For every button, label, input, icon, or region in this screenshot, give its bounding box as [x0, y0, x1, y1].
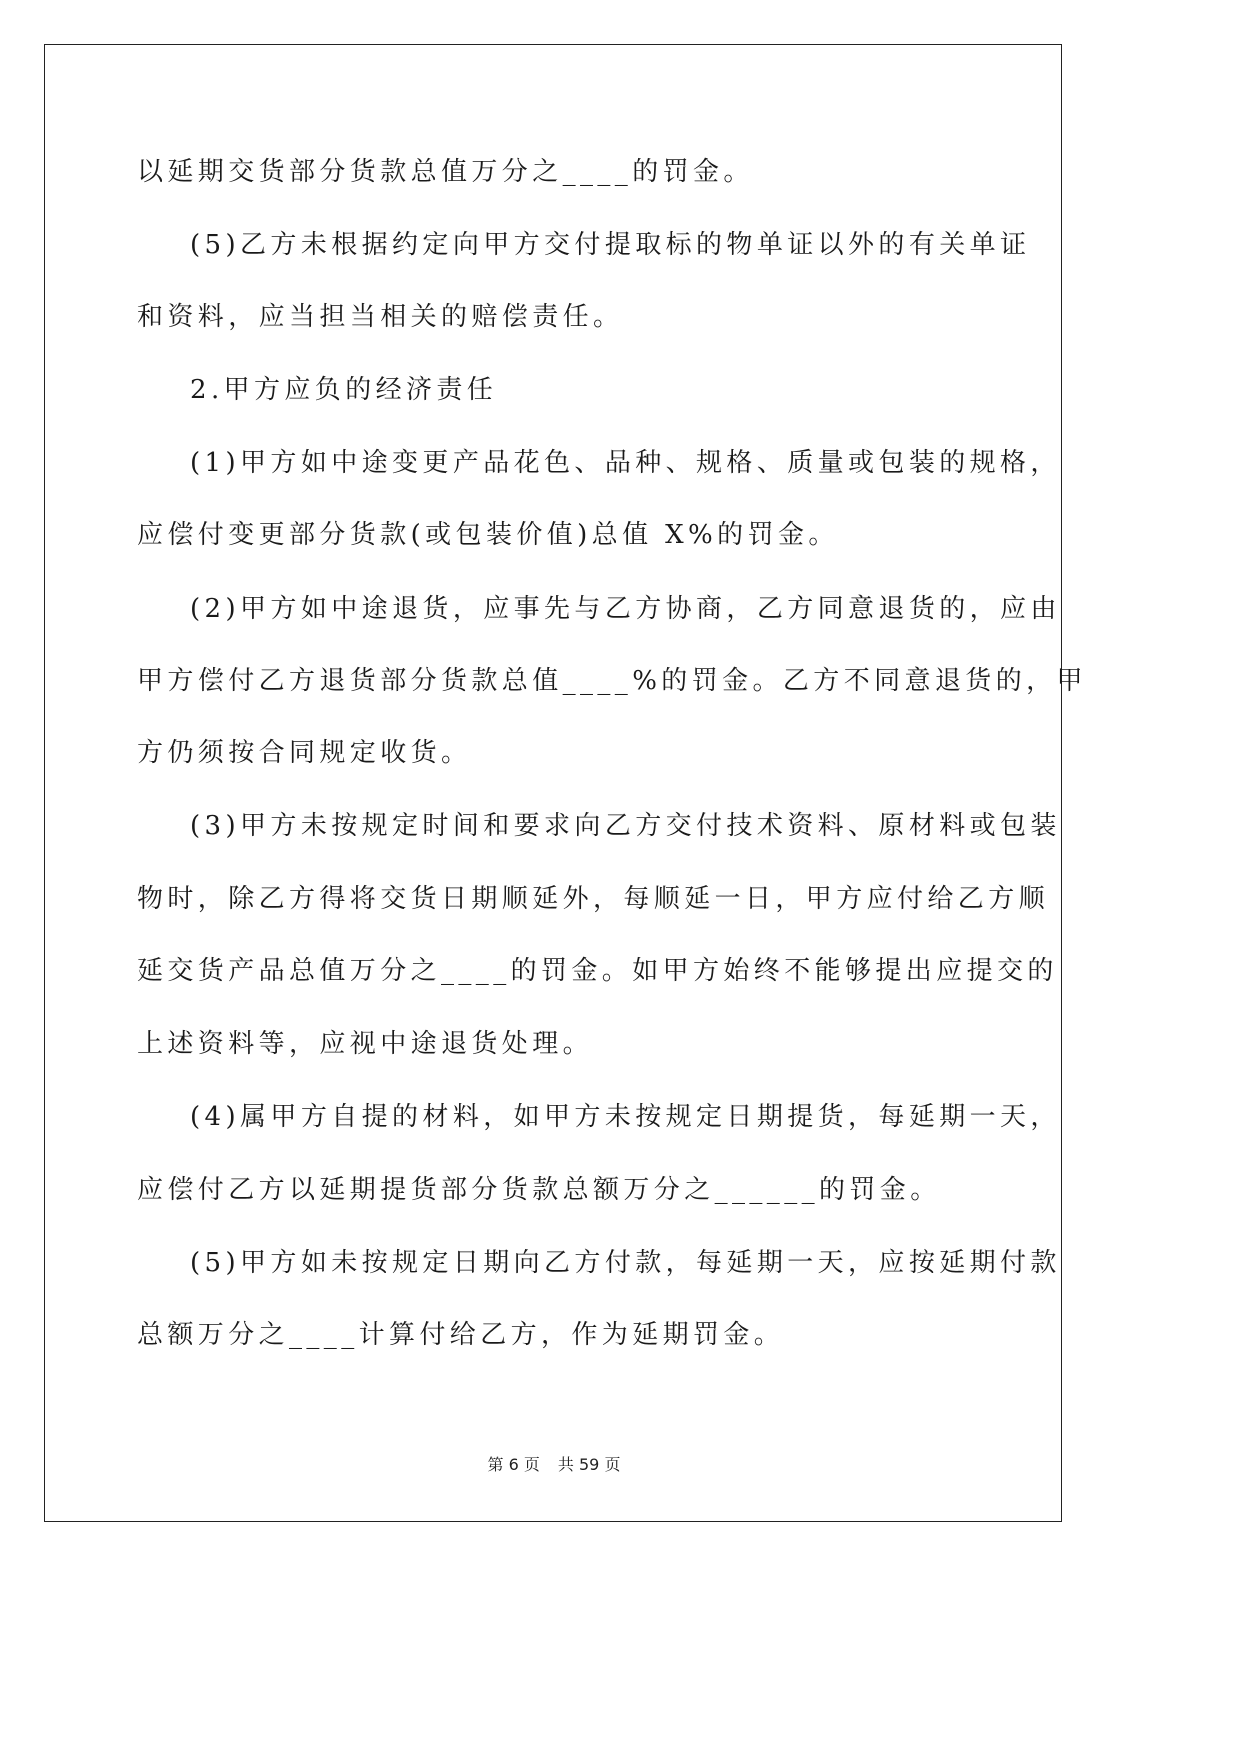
page-border — [44, 44, 1062, 1522]
text-line: 方仍须按合同规定收货。 — [137, 738, 472, 768]
text-line: (5)甲方如未按规定日期向乙方付款，每延期一天，应按延期付款 — [190, 1248, 1061, 1278]
text-line: 物时，除乙方得将交货日期顺延外，每顺延一日，甲方应付给乙方顺 — [137, 884, 1050, 914]
text-line: (4)属甲方自提的材料，如甲方未按规定日期提货，每延期一天， — [190, 1102, 1061, 1132]
page-number: 第 6 页 — [487, 1455, 540, 1474]
text-line: 总额万分之____计算付给乙方，作为延期罚金。 — [137, 1320, 785, 1350]
section-heading: 2.甲方应负的经济责任 — [190, 375, 498, 405]
text-line: 延交货产品总值万分之____的罚金。如甲方始终不能够提出应提交的 — [137, 956, 1058, 986]
text-line: (2)甲方如中途退货，应事先与乙方协商，乙方同意退货的，应由 — [190, 594, 1061, 624]
page-footer — [0, 1455, 1108, 1475]
text-line: 应偿付乙方以延期提货部分货款总额万分之______的罚金。 — [137, 1175, 941, 1205]
text-line: 甲方偿付乙方退货部分货款总值____%的罚金。乙方不同意退货的，甲 — [137, 666, 1087, 696]
text-line: 应偿付变更部分货款(或包装价值)总值 X%的罚金。 — [137, 520, 839, 550]
text-line: (3)甲方未按规定时间和要求向乙方交付技术资料、原材料或包装 — [190, 811, 1061, 841]
text-line: 上述资料等，应视中途退货处理。 — [137, 1029, 594, 1059]
text-line: (1)甲方如中途变更产品花色、品种、规格、质量或包装的规格， — [190, 448, 1061, 478]
text-line: 和资料，应当担当相关的赔偿责任。 — [137, 302, 624, 332]
page-total: 共 59 页 — [557, 1455, 621, 1474]
text-line: (5)乙方未根据约定向甲方交付提取标的物单证以外的有关单证 — [190, 230, 1031, 260]
text-line: 以延期交货部分货款总值万分之____的罚金。 — [137, 157, 754, 187]
